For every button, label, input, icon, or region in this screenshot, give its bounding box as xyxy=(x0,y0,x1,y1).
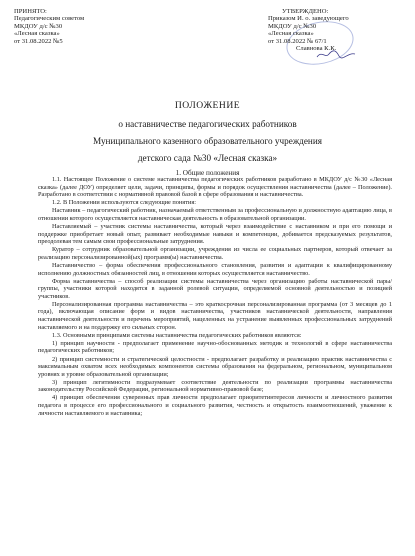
approval-left-line: «Лесная сказка» xyxy=(14,30,60,38)
institution-name: Муниципального казенного образовательного учреждения xyxy=(93,136,322,146)
institution-name-line2: детского сада №30 «Лесная сказка» xyxy=(137,153,278,163)
paragraph: 1.1. Настоящее Положение о системе наставничества педагогических работников разработано в МКДОУ д/с №30 «Лесная сказка» (далее ДОУ) определяет цели, задачи, принципы, формы и порядок осуществления наставничества (далее – Положение). Разработано в соответствии с нормативной правовой базой в сфере образования и наставничества. xyxy=(38,176,392,199)
paragraph: Форма наставничества – способ реализации системы наставничества через организацию работы наставнической пары/группы, участники которой находятся в заданной ролевой ситуации, определяемой основной деятельностью и позицией участников. xyxy=(38,277,392,300)
approval-left-line: МКДОУ д/с №30 xyxy=(14,22,63,30)
approval-right-line: Славнова К.К. xyxy=(296,45,337,53)
paragraph: Персонализированная программа наставничества – это краткосрочная персонализированная программа (от 3 месяцев до 1 года), включающая описание форм и видов наставничества, участников наставнической деятельности, направления наставнической деятельности и перечень мероприятий, нацеленных на устранение выявленных профессиональных затруднений наставляемого и на поддержку его сильных сторон. xyxy=(38,300,392,331)
approval-right-line: УТВЕРЖДЕНО: xyxy=(282,8,329,15)
approval-block-left xyxy=(14,8,164,45)
list-item: 1) принцип научности - предполагает применение научно-обоснованных методик и технологий в сфере наставничества педагогических работников; xyxy=(38,339,392,355)
approval-block-right xyxy=(262,8,412,52)
approval-left-line: ПРИНЯТО: xyxy=(14,8,47,15)
approval-right-line: «Лесная сказка» xyxy=(268,30,314,38)
section-heading: 1. Общие положения xyxy=(175,169,240,177)
paragraph: Наставляемый – участник системы наставничества, который через взаимодействие с наставником и при его помощи и поддержке приобретает новый опыт, развивает необходимые навыки и компетенции, добивается предсказуемых результатов, преодолевая тем самым свои профессиональные затруднения. xyxy=(38,223,392,246)
approval-left-line: Педагогическим советом xyxy=(14,15,85,23)
list-item: 2) принцип системности и стратегической целостности - предполагает разработку и реализацию практик наставничества с максимальным охватом всех необходимых компонентов системы образования на федеральном, региональном, муниципальном уровнях и уровне образовательной организации; xyxy=(38,355,392,378)
approval-right-line: МКДОУ д/с №30 xyxy=(268,22,317,30)
paragraph: Куратор – сотрудник образовательной организации, учреждения из числа ее социальных партнеров, который отвечает за реализацию персонализированной(ых) программ(ы) наставничества. xyxy=(38,246,392,261)
document-subtitle: о наставничестве педагогических работников xyxy=(118,119,297,129)
document-heading: ПОЛОЖЕНИЕ xyxy=(174,100,241,111)
paragraph: 1.3. Основными принципами системы наставничества педагогических работников являются: xyxy=(52,331,302,339)
document-title-block xyxy=(0,100,415,177)
approval-left-line: от 31.08.2022 №5 xyxy=(14,37,63,45)
document-body xyxy=(38,176,392,418)
list-item: 4) принцип обеспечения суверенных прав личности предполагает приоритетинтересов личности и личностного развития педагога в процессе его профессионального и социального развития, честность и открытость взаимоотношений, уважение к личности наставляемого и наставника; xyxy=(38,394,392,417)
list-item: 3) принцип легитимности подразумевает соответствие деятельности по реализации программы наставничества законодательству Российской Федерации, региональной нормативно-правовой базе; xyxy=(38,378,392,394)
paragraph: Наставник – педагогический работник, назначаемый ответственным за профессиональную и должностную адаптацию лица, в отношении которого осуществляется наставническая деятельность в образовательной организации. xyxy=(38,207,392,222)
paragraph: 1.2. В Положении используются следующие понятия: xyxy=(52,199,196,207)
approval-right-line: от 31.08.2022 № 67/1 xyxy=(268,37,327,45)
paragraph: Наставничество – форма обеспечения профессионального становления, развития и адаптации к квалифицированному исполнению должностных обязанностей лиц, в отношении которых осуществляется наставничество. xyxy=(38,261,392,277)
approval-right-line: Приказом И. о. заведующего xyxy=(268,15,349,23)
